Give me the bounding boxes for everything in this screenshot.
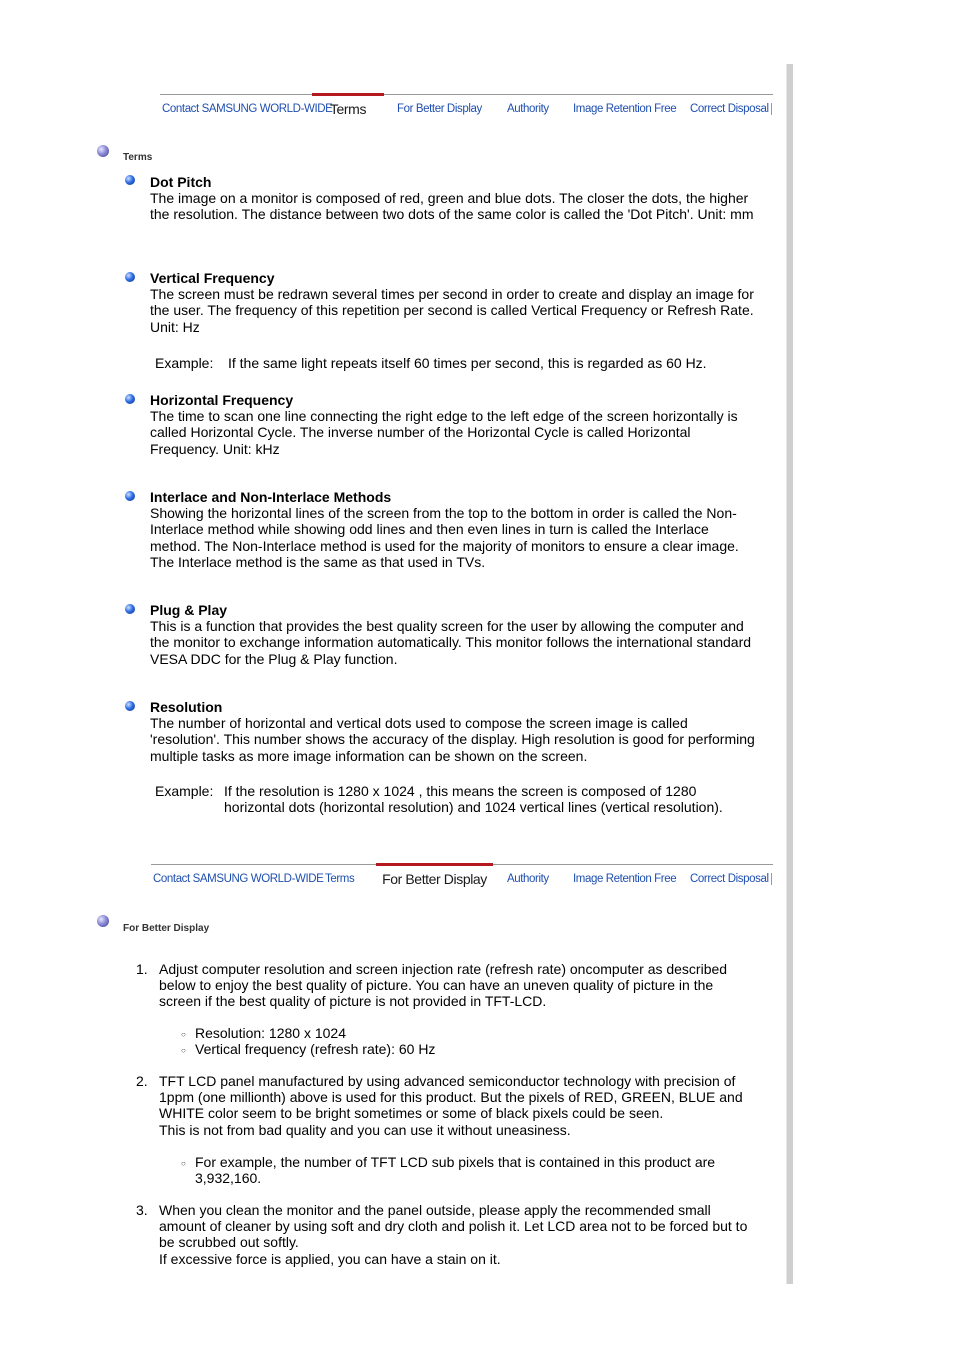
example-text: If the resolution is 1280 x 1024 , this means the screen is composed of 1280 horizontal dots (horizontal resolution) and 1024 vertical lines (vertical resolution).	[224, 783, 723, 816]
term-body: The screen must be redrawn several times per second in order to create and display an image for the user. The frequency of this repetition per second is called Vertical Frequency or Refresh Rate. Unit: Hz	[150, 286, 754, 335]
sub-list-item: Resolution: 1280 x 1024	[195, 1025, 346, 1041]
term-title: Interlace and Non-Interlace Methods	[150, 489, 392, 505]
example-label: Example:	[155, 355, 214, 371]
list-number: 2.	[136, 1073, 148, 1089]
list-item-text: TFT LCD panel manufactured by using advanced semiconductor technology with precision of 1ppm (one millionth) above is used for this product. But the pixels of RED, GREEN, BLUE and WHITE color seem to be bright sometimes or some of black pixels could be seen.	[159, 1073, 743, 1122]
term-body: This is a function that provides the best quality screen for the user by allowing the computer and the monitor to exchange information automatically. This monitor follows the international standard VESA DDC for the Plug & Play function.	[150, 618, 752, 667]
term-interlace	[150, 489, 760, 570]
section-bullet-icon	[97, 145, 109, 157]
term-bullet-icon	[125, 701, 135, 711]
page-right-border	[786, 64, 793, 1284]
nav-authority[interactable]: Authority	[507, 873, 549, 885]
nav-bar-middle	[151, 864, 773, 895]
list-item-note: If excessive force is applied, you can have a stain on it.	[159, 1251, 501, 1267]
example-label: Example:	[155, 783, 214, 799]
list-item-text: Adjust computer resolution and screen injection rate (refresh rate) oncomputer as described below to enjoy the best quality of picture. You can have an uneven quality of picture in the screen if the best quality of picture is not provided in TFT-LCD.	[159, 961, 728, 1010]
section-title-terms: Terms	[123, 152, 153, 163]
term-body: The time to scan one line connecting the right edge to the left edge of the screen horizontally is called Horizontal Cycle. The inverse number of the Horizontal Cycle is called Horizontal Frequency. Unit: kHz	[150, 408, 738, 457]
term-title: Plug & Play	[150, 602, 228, 618]
sub-list-item: Vertical frequency (refresh rate): 60 Hz	[195, 1041, 436, 1057]
term-bullet-icon	[125, 394, 135, 404]
term-body: The number of horizontal and vertical dots used to compose the screen image is called 'resolution'. This number shows the accuracy of the display. High resolution is good for performing multiple tasks as more image information can be shown on the screen.	[150, 715, 755, 764]
list-item-text: When you clean the monitor and the panel outside, please apply the recommended small amount of cleaner by using soft and dry cloth and polish it. Let LCD area not to be forced but to be scrubbed out softly.	[159, 1202, 748, 1251]
nav-authority[interactable]: Authority	[507, 103, 549, 115]
section-bullet-icon	[97, 915, 109, 927]
nav-image-retention[interactable]: Image Retention Free	[573, 103, 677, 115]
term-horizontal-frequency	[150, 392, 760, 457]
nav-correct-disposal[interactable]: Correct Disposal	[690, 103, 769, 115]
term-title: Resolution	[150, 699, 223, 715]
term-bullet-icon	[125, 491, 135, 501]
circle-bullet-icon: ○	[181, 1046, 186, 1055]
example-vertical-frequency	[155, 355, 755, 373]
nav-correct-disposal[interactable]: Correct Disposal	[690, 873, 769, 885]
term-body: The image on a monitor is composed of red, green and blue dots. The closer the dots, the higher the resolution. The distance between two dots of the same color is called the 'Dot Pitch'. Unit: mm	[150, 190, 754, 223]
nav-bar-top	[160, 94, 773, 125]
term-bullet-icon	[125, 604, 135, 614]
term-body: Showing the horizontal lines of the screen from the top to the bottom in order is called the Non-Interlace method while showing odd lines and then even lines in turn is called the Interlace method. The Non-Interlace method is used for the majority of monitors to ensure a clear image. The Interlace method is the same as that used in TVs.	[150, 505, 739, 570]
nav-divider	[771, 103, 772, 115]
section-title-better-display: For Better Display	[123, 923, 210, 934]
nav-contact[interactable]: Contact SAMSUNG WORLD-WIDE	[162, 103, 333, 115]
nav-image-retention[interactable]: Image Retention Free	[573, 873, 677, 885]
term-bullet-icon	[125, 272, 135, 282]
term-resolution	[150, 699, 760, 764]
list-item-note: This is not from bad quality and you can use it without uneasiness.	[159, 1122, 571, 1138]
nav-contact[interactable]: Contact SAMSUNG WORLD-WIDE	[153, 873, 324, 885]
term-dot-pitch	[150, 174, 760, 223]
term-bullet-icon	[125, 175, 135, 185]
circle-bullet-icon: ○	[181, 1030, 186, 1039]
nav-divider	[771, 873, 772, 885]
nav-better-display[interactable]: For Better Display	[397, 103, 482, 115]
nav-terms[interactable]: Terms	[312, 93, 384, 126]
example-resolution	[155, 783, 755, 819]
circle-bullet-icon: ○	[181, 1159, 186, 1168]
term-title: Vertical Frequency	[150, 270, 275, 286]
sub-list-item: For example, the number of TFT LCD sub pixels that is contained in this product are 3,932,160.	[195, 1154, 716, 1187]
nav-terms[interactable]: Terms	[325, 873, 355, 885]
term-title: Dot Pitch	[150, 174, 212, 190]
term-vertical-frequency	[150, 270, 760, 335]
term-title: Horizontal Frequency	[150, 392, 294, 408]
example-text: If the same light repeats itself 60 times per second, this is regarded as 60 Hz.	[228, 355, 707, 371]
list-number: 3.	[136, 1202, 148, 1218]
nav-better-display[interactable]: For Better Display	[376, 863, 493, 896]
list-number: 1.	[136, 961, 148, 977]
term-plug-and-play	[150, 602, 760, 667]
